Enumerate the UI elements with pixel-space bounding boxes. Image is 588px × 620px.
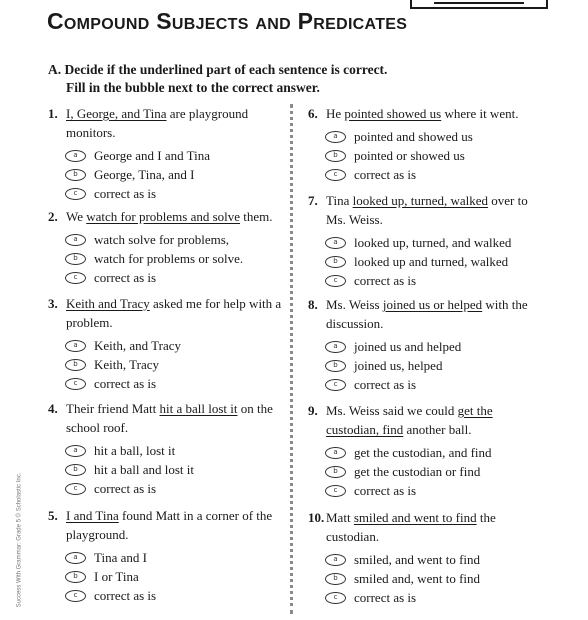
answer-option-a[interactable] — [308, 550, 544, 569]
answer-bubble[interactable]: c — [65, 590, 86, 602]
answer-bubble[interactable]: b — [325, 256, 346, 268]
answer-option-c[interactable] — [308, 271, 544, 290]
answer-text: correct as is — [94, 269, 157, 285]
question-1 — [48, 104, 288, 203]
question-number: 2. — [48, 209, 58, 224]
answer-bubble[interactable]: c — [325, 592, 346, 604]
answer-bubble[interactable]: a — [325, 237, 346, 249]
answer-option-c[interactable] — [308, 588, 544, 607]
answer-text: looked up and turned, walked — [354, 253, 509, 269]
answer-option-a[interactable] — [308, 337, 544, 356]
question-number: 4. — [48, 401, 58, 416]
answer-bubble[interactable]: c — [65, 483, 86, 495]
answer-option-b[interactable] — [308, 569, 544, 588]
answer-options — [308, 337, 544, 394]
question-text-before: He — [326, 106, 345, 121]
answer-options — [48, 336, 288, 393]
answer-text: Keith, and Tracy — [94, 337, 182, 353]
answer-text: correct as is — [94, 375, 157, 391]
question-text-after: found Matt in a corner of the playground. — [66, 508, 273, 542]
answer-bubble[interactable]: a — [65, 445, 86, 457]
instructions-line-2: Fill in the bubble next to the correct answer. — [66, 80, 320, 95]
question-text-after: on the school roof. — [66, 401, 273, 435]
answer-option-a[interactable] — [48, 146, 288, 165]
answer-bubble[interactable]: b — [325, 573, 346, 585]
answer-option-b[interactable] — [308, 462, 544, 481]
underlined-part: Keith and Tracy — [66, 296, 150, 311]
answer-bubble[interactable]: a — [325, 341, 346, 353]
answer-bubble[interactable]: a — [65, 234, 86, 246]
answer-option-b[interactable] — [48, 355, 288, 374]
question-9 — [308, 401, 544, 500]
answer-text: smiled and, went to find — [354, 570, 481, 586]
question-text-before: We — [66, 209, 87, 224]
answer-bubble[interactable]: c — [325, 485, 346, 497]
answer-options — [48, 548, 288, 605]
question-text-after: with the discussion. — [326, 297, 528, 331]
question-text-after: are playground monitors. — [66, 106, 249, 140]
answer-bubble[interactable]: a — [65, 150, 86, 162]
answer-bubble[interactable]: c — [65, 188, 86, 200]
instructions — [48, 61, 448, 97]
underlined-part: pointed showed us — [344, 106, 442, 121]
question-text — [308, 104, 544, 123]
answer-option-c[interactable] — [48, 184, 288, 203]
answer-text: pointed or showed us — [354, 147, 465, 163]
answer-option-c[interactable] — [48, 374, 288, 393]
question-number: 10. — [308, 510, 325, 525]
answer-bubble[interactable]: b — [325, 466, 346, 478]
answer-options — [308, 443, 544, 500]
answer-bubble[interactable]: b — [65, 253, 86, 265]
underlined-part: joined us or helped — [382, 297, 483, 312]
question-text — [308, 401, 544, 439]
answer-option-a[interactable] — [48, 441, 288, 460]
answer-option-c[interactable] — [48, 586, 288, 605]
question-4 — [48, 399, 288, 498]
question-6 — [308, 104, 544, 184]
answer-option-a[interactable] — [308, 443, 544, 462]
question-text-after: the custodian. — [326, 510, 496, 544]
instructions-label: A. — [48, 62, 62, 77]
answer-bubble[interactable]: c — [325, 275, 346, 287]
answer-text: Keith, Tracy — [94, 356, 159, 372]
answer-option-b[interactable] — [48, 165, 288, 184]
question-number: 9. — [308, 403, 318, 418]
question-text-after: asked me for help with a problem. — [66, 296, 282, 330]
answer-option-b[interactable] — [48, 249, 288, 268]
answer-option-c[interactable] — [48, 479, 288, 498]
question-number: 5. — [48, 508, 58, 523]
question-text-after: over to Ms. Weiss. — [326, 193, 528, 227]
answer-text: joined us, helped — [354, 357, 443, 373]
answer-option-b[interactable] — [48, 567, 288, 586]
question-number: 7. — [308, 193, 318, 208]
answer-text: watch solve for problems, — [94, 231, 230, 247]
answer-text: correct as is — [354, 376, 417, 392]
question-text — [308, 508, 544, 546]
answer-text: hit a ball and lost it — [94, 461, 195, 477]
answer-option-b[interactable] — [308, 252, 544, 271]
column-divider — [290, 104, 293, 614]
question-text — [308, 191, 544, 229]
answer-text: correct as is — [94, 185, 157, 201]
answer-bubble[interactable]: a — [325, 131, 346, 143]
answer-bubble[interactable]: c — [65, 378, 86, 390]
answer-options — [308, 233, 544, 290]
underlined-part: get the custodian, find — [326, 403, 493, 437]
answer-option-c[interactable] — [308, 375, 544, 394]
question-number: 3. — [48, 296, 58, 311]
answer-option-c[interactable] — [308, 165, 544, 184]
question-text-before: Their friend Matt — [66, 401, 160, 416]
question-number: 1. — [48, 106, 58, 121]
underlined-part: hit a ball lost it — [159, 401, 238, 416]
question-3 — [48, 294, 288, 393]
answer-text: George and I and Tina — [94, 147, 211, 163]
question-text-after: another ball. — [403, 422, 472, 437]
question-text-before: Ms. Weiss — [326, 297, 383, 312]
question-8 — [308, 295, 544, 394]
answer-text: joined us and helped — [354, 338, 462, 354]
answer-bubble[interactable]: b — [325, 360, 346, 372]
instructions-line-1: Decide if the underlined part of each sentence is correct. — [64, 62, 388, 77]
answer-options — [308, 550, 544, 607]
answer-bubble[interactable]: b — [65, 169, 86, 181]
answer-options — [308, 127, 544, 184]
underlined-part: I, George, and Tina — [66, 106, 167, 121]
question-text — [48, 399, 288, 437]
underlined-part: smiled and went to find — [353, 510, 477, 525]
answer-option-b[interactable] — [308, 146, 544, 165]
question-7 — [308, 191, 544, 290]
answer-option-a[interactable] — [48, 336, 288, 355]
question-text-before: Tina — [326, 193, 353, 208]
answer-bubble[interactable]: c — [325, 169, 346, 181]
answer-text: Tina and I — [94, 549, 147, 565]
question-text — [48, 104, 288, 142]
question-number: 6. — [308, 106, 318, 121]
answer-text: smiled, and went to find — [354, 551, 481, 567]
answer-bubble[interactable]: c — [325, 379, 346, 391]
answer-text: hit a ball, lost it — [94, 442, 176, 458]
answer-option-c[interactable] — [48, 268, 288, 287]
answer-option-c[interactable] — [308, 481, 544, 500]
underlined-part: looked up, turned, walked — [352, 193, 489, 208]
header-corner-box — [410, 0, 548, 9]
answer-text: get the custodian, and find — [354, 444, 492, 460]
question-text — [48, 207, 288, 226]
page-title: Compound Subjects and Predicates — [47, 8, 408, 34]
answer-text: looked up, turned, and walked — [354, 234, 512, 250]
answer-bubble[interactable]: a — [65, 552, 86, 564]
question-text-before: Matt — [326, 510, 354, 525]
answer-option-b[interactable] — [308, 356, 544, 375]
answer-text: correct as is — [354, 482, 417, 498]
answer-bubble[interactable]: b — [325, 150, 346, 162]
answer-bubble[interactable]: b — [65, 464, 86, 476]
answer-text: get the custodian or find — [354, 463, 481, 479]
side-footer-text: Success With Grammar: Grade 5 © Scholastic Inc. — [16, 472, 23, 608]
answer-text: correct as is — [94, 587, 157, 603]
answer-bubble[interactable]: a — [325, 447, 346, 459]
underlined-part: watch for problems and solve — [86, 209, 241, 224]
answer-option-a[interactable] — [308, 233, 544, 252]
question-text-after: them. — [240, 209, 273, 224]
answer-text: correct as is — [354, 166, 417, 182]
answer-options — [48, 441, 288, 498]
answer-bubble[interactable]: c — [65, 272, 86, 284]
answer-bubble[interactable]: a — [325, 554, 346, 566]
answer-bubble[interactable]: b — [65, 359, 86, 371]
answer-option-a[interactable] — [48, 548, 288, 567]
answer-option-a[interactable] — [48, 230, 288, 249]
answer-text: correct as is — [94, 480, 157, 496]
answer-options — [48, 230, 288, 287]
answer-option-a[interactable] — [308, 127, 544, 146]
answer-bubble[interactable]: b — [65, 571, 86, 583]
question-10 — [308, 508, 544, 607]
answer-text: pointed and showed us — [354, 128, 473, 144]
answer-text: watch for problems or solve. — [94, 250, 244, 266]
question-text — [48, 506, 288, 544]
answer-options — [48, 146, 288, 203]
answer-text: I or Tina — [94, 568, 139, 584]
question-number: 8. — [308, 297, 318, 312]
answer-option-b[interactable] — [48, 460, 288, 479]
answer-text: correct as is — [354, 589, 417, 605]
question-text — [308, 295, 544, 333]
question-text-before: Ms. Weiss said we could — [326, 403, 458, 418]
answer-bubble[interactable]: a — [65, 340, 86, 352]
question-text-after: where it went. — [441, 106, 519, 121]
answer-text: correct as is — [354, 272, 417, 288]
underlined-part: I and Tina — [66, 508, 119, 523]
question-text — [48, 294, 288, 332]
side-footer — [14, 470, 24, 610]
question-5 — [48, 506, 288, 605]
answer-text: George, Tina, and I — [94, 166, 195, 182]
question-2 — [48, 207, 288, 287]
